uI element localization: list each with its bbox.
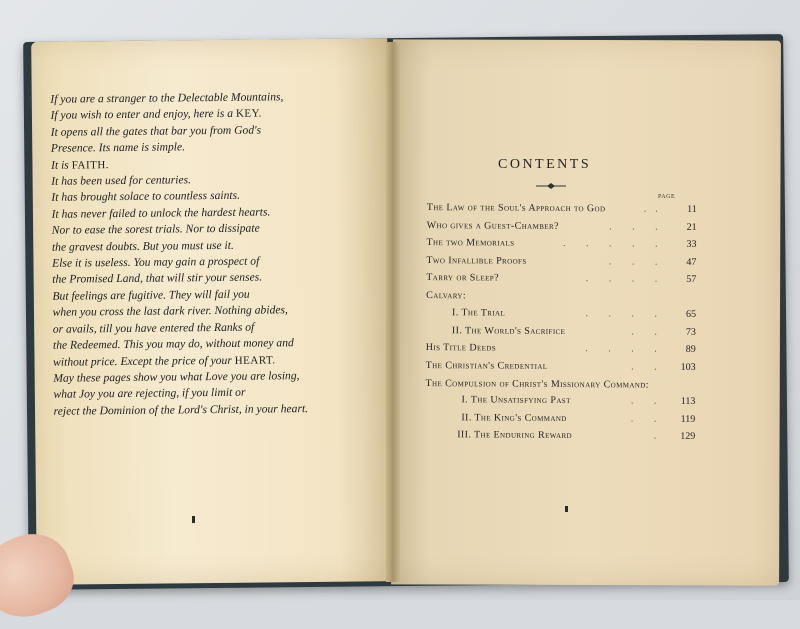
toc-entry: The Law of the Soul's Approach to God .. 11 [426, 202, 697, 215]
table-of-contents [425, 199, 697, 445]
toc-entry: I. The Trial . . . . 65 [452, 307, 697, 320]
heart-word: HEART. [234, 353, 276, 367]
poem-line: or avails, till you have entered the Ranks of [52, 320, 255, 336]
signature-mark [565, 506, 568, 512]
poem-line: what Joy you are rejecting, if you limit or [53, 386, 246, 402]
poem-line: It has been used for centuries. [51, 173, 192, 188]
poem-line: But feelings are fugitive. They will fail you [52, 287, 250, 303]
toc-entry: The Compulsion of Christ's Missionary Command: [425, 378, 649, 391]
poem-line: If you wish to enter and enjoy, here is a KEY. [50, 107, 262, 123]
toc-entry: II. The King's Command . . 119 [461, 411, 696, 425]
poem-line: the Redeemed. This you may do, without money and [52, 336, 294, 352]
poem-line: It opens all the gates that bar you from God's [50, 123, 262, 139]
poem-line: Presence. Its name is simple. [50, 140, 186, 155]
toc-entry: The two Memorials . . . . . 33 [426, 237, 697, 250]
dedication-text [50, 88, 383, 420]
toc-entry: The Christian's Credential . . 103 [425, 359, 696, 373]
toc-entry: Tarry or Sleep? . . . . 57 [426, 272, 697, 285]
page-column-header: PAGE [658, 194, 676, 200]
poem-line: It is FAITH. [50, 158, 110, 172]
toc-entry: Two Infallible Proofs . . . 47 [426, 254, 697, 268]
poem-line: It has never failed to unlock the hardest hearts. [51, 205, 271, 221]
toc-entry: His Title Deeds . . . . 89 [425, 342, 696, 355]
toc-entry: Calvary: [426, 289, 467, 301]
signature-mark [192, 516, 195, 523]
toc-entry: II. The World's Sacrifice . . 73 [451, 324, 696, 338]
toc-entry: Who gives a Guest-Chamber? . . . 21 [426, 219, 697, 233]
book-gutter [386, 42, 400, 582]
poem-line: May these pages show you what Love you are losing, [53, 369, 300, 385]
key-word: KEY. [235, 107, 262, 121]
poem-line: reject the Dominion of the Lord's Christ, in your heart. [53, 401, 309, 418]
poem-line: when you cross the last dark river. Nothing abides, [52, 303, 288, 320]
poem-line: without price. Except the price of your HEART. [53, 353, 276, 369]
poem-line: If you are a stranger to the Delectable Mountains, [50, 90, 284, 106]
faith-word: FAITH. [71, 158, 110, 172]
ornament-divider [536, 182, 566, 190]
poem-line: Nor to ease the sorest trials. Nor to dissipate [51, 221, 260, 237]
poem-line: Else it is useless. You may gain a prospect of [52, 254, 260, 270]
toc-entry: III. The Enduring Reward . 129 [457, 429, 696, 442]
poem-line: It has brought solace to countless saints. [51, 189, 241, 205]
toc-entry: I. The Unsatisfying Past . . 113 [461, 394, 696, 407]
contents-title: CONTENTS [498, 157, 592, 172]
poem-line: the Promised Land, that will stir your senses. [52, 270, 263, 287]
poem-line: the gravest doubts. But you must use it. [51, 238, 234, 254]
